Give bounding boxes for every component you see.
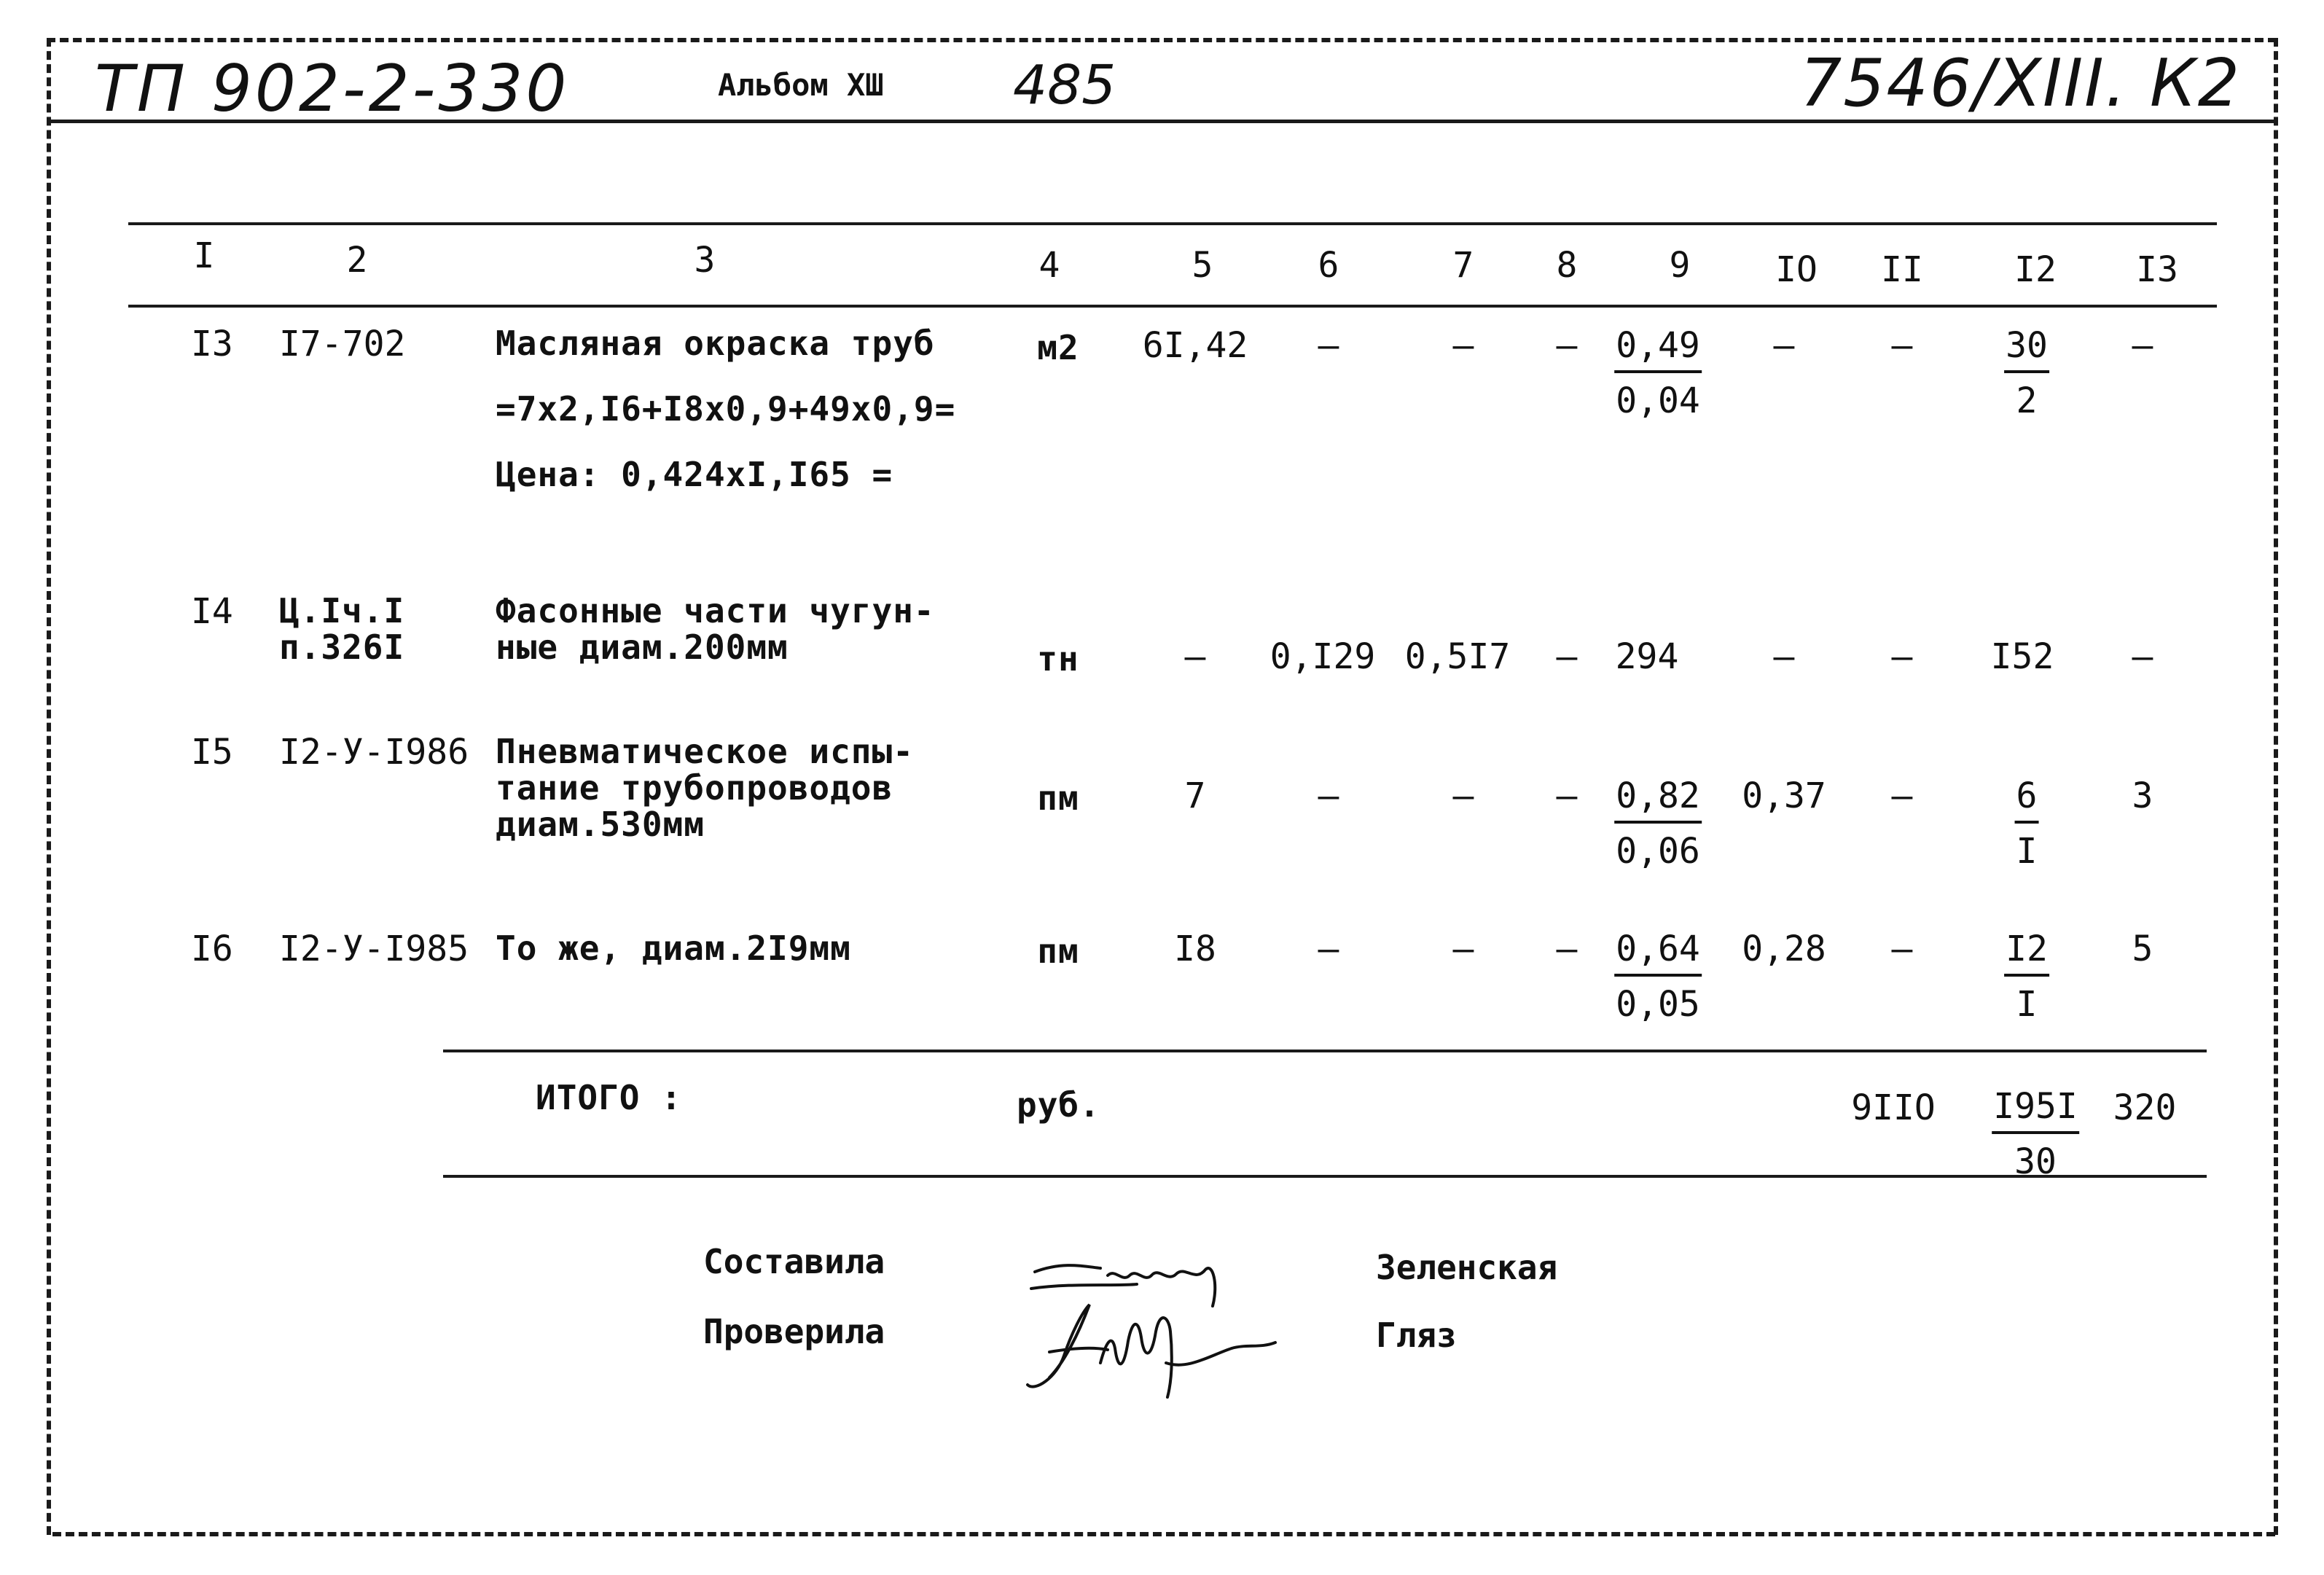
row-unit: пм (1037, 931, 1079, 971)
total-col12 (1992, 1086, 2079, 1182)
row-col7: – (1452, 775, 1474, 816)
row-description-line: Цена: 0,424хI,I65 = (496, 455, 893, 494)
header-bottom-rule (128, 305, 2217, 308)
total-label: ИТОГО : (536, 1078, 682, 1117)
row-quantity: I8 (1174, 929, 1216, 969)
row-col10: 0,28 (1742, 929, 1826, 969)
row-code: I2-У-I985 (279, 929, 469, 969)
row-col6: – (1318, 929, 1339, 969)
row-col10: – (1773, 636, 1795, 677)
row-col12: I52 (1990, 636, 2054, 677)
column-header-11: II (1881, 249, 1923, 290)
row-col9-denominator: 0,04 (1616, 380, 1700, 421)
column-header-2: 2 (346, 240, 368, 281)
row-col9-numerator: 0,82 (1614, 778, 1702, 824)
row-col7: – (1452, 325, 1474, 366)
row-quantity: 7 (1184, 775, 1206, 816)
total-col11: 9IIO (1851, 1087, 1936, 1128)
row-number: I6 (191, 929, 233, 969)
row-col6: – (1318, 775, 1339, 816)
row-quantity: – (1184, 636, 1206, 677)
column-header-7: 7 (1452, 245, 1474, 286)
row-col9-denominator: 0,06 (1616, 831, 1700, 872)
row-col13: – (2132, 325, 2153, 366)
row-col8: – (1556, 929, 1578, 969)
row-col9-numerator: 0,64 (1614, 931, 1702, 977)
row-col11: – (1891, 636, 1913, 677)
row-code-line: Ц.Iч.I (279, 591, 405, 630)
row-quantity: 6I,42 (1142, 325, 1248, 366)
row-col11: – (1891, 775, 1913, 816)
row-description-line: тание трубопроводов (496, 768, 893, 808)
row-col9 (1614, 929, 1702, 1025)
row-col12 (2015, 775, 2039, 872)
row-col7: 0,5I7 (1404, 636, 1511, 677)
checked-by-name: Гляз (1376, 1316, 1457, 1355)
column-header-5: 5 (1192, 245, 1213, 286)
column-header-8: 8 (1556, 245, 1578, 286)
column-header-4: 4 (1038, 245, 1060, 286)
row-description-line: Пневматическое испы- (496, 732, 914, 771)
row-unit: тн (1037, 639, 1079, 679)
row-col13: – (2132, 636, 2153, 677)
row-col11: – (1891, 325, 1913, 366)
row-col13: 3 (2132, 775, 2153, 816)
row-col12-numerator: 6 (2015, 778, 2039, 824)
row-code-line: п.326I (279, 628, 405, 667)
row-description-line: диам.530мм (496, 805, 705, 844)
total-col12-numerator: I95I (1992, 1089, 2079, 1134)
row-col12-denominator: I (2016, 831, 2038, 872)
row-col7: – (1452, 929, 1474, 969)
row-number: I3 (191, 324, 233, 364)
row-col10: – (1773, 325, 1795, 366)
column-header-10: IO (1775, 249, 1818, 290)
row-col9-numerator: 0,49 (1614, 328, 1702, 373)
total-unit: руб. (1017, 1085, 1100, 1125)
row-col13: 5 (2132, 929, 2153, 969)
frame-right (2274, 38, 2278, 1535)
row-col9: 294 (1615, 636, 1679, 677)
row-col12-denominator: I (2016, 984, 2038, 1025)
row-col8: – (1556, 325, 1578, 366)
row-col12-numerator: I2 (2004, 931, 2049, 977)
row-description-line: =7х2,I6+I8х0,9+49х0,9= (496, 389, 956, 429)
total-top-rule (443, 1050, 2207, 1052)
row-number: I5 (191, 732, 233, 773)
checked-by-label: Проверила (703, 1312, 885, 1351)
album-label: Альбом ХШ (718, 67, 884, 103)
row-number: I4 (191, 591, 233, 632)
row-col9 (1614, 325, 1702, 421)
row-col12 (2004, 929, 2049, 1025)
row-unit: пм (1037, 778, 1079, 818)
total-col12-denominator: 30 (2014, 1141, 2057, 1182)
table-top-rule (128, 222, 2217, 225)
row-col11: – (1891, 929, 1913, 969)
compiled-by-label: Составила (703, 1242, 885, 1281)
row-code: I7-702 (279, 324, 406, 364)
total-col13: 320 (2113, 1087, 2177, 1128)
row-col8: – (1556, 775, 1578, 816)
row-col9-denominator: 0,05 (1616, 984, 1700, 1025)
row-col6: – (1318, 325, 1339, 366)
row-unit: м2 (1037, 328, 1079, 367)
row-col12-denominator: 2 (2016, 380, 2038, 421)
row-col8: – (1556, 636, 1578, 677)
column-header-9: 9 (1669, 245, 1691, 286)
document-reference: 7546/XIII. К2 (1800, 45, 2242, 122)
checked-signature (1006, 1283, 1312, 1407)
row-col12-numerator: 30 (2004, 328, 2049, 373)
row-description-line: То же, диам.2I9мм (496, 929, 851, 968)
column-header-6: 6 (1318, 245, 1339, 286)
row-code: I2-У-I986 (279, 732, 469, 773)
row-col9 (1614, 775, 1702, 872)
row-col10: 0,37 (1742, 775, 1826, 816)
column-header-12: I2 (2014, 249, 2057, 290)
frame-bottom (52, 1532, 2275, 1536)
column-header-13: I3 (2136, 249, 2178, 290)
column-header-1: I (193, 235, 215, 276)
row-description-line: Масляная окраска труб (496, 324, 935, 363)
total-bottom-rule (443, 1175, 2207, 1178)
compiled-by-name: Зеленская (1376, 1248, 1558, 1287)
page-number: 485 (1013, 54, 1116, 117)
row-col6: 0,I29 (1269, 636, 1376, 677)
project-code: ТП 902-2-330 (95, 51, 570, 126)
frame-left (47, 38, 51, 1535)
frame-top (47, 38, 2277, 42)
row-description-line: ные диам.200мм (496, 628, 789, 667)
row-description-line: Фасонные части чугун- (496, 591, 935, 630)
column-header-3: 3 (694, 240, 716, 281)
row-col12 (2004, 325, 2049, 421)
